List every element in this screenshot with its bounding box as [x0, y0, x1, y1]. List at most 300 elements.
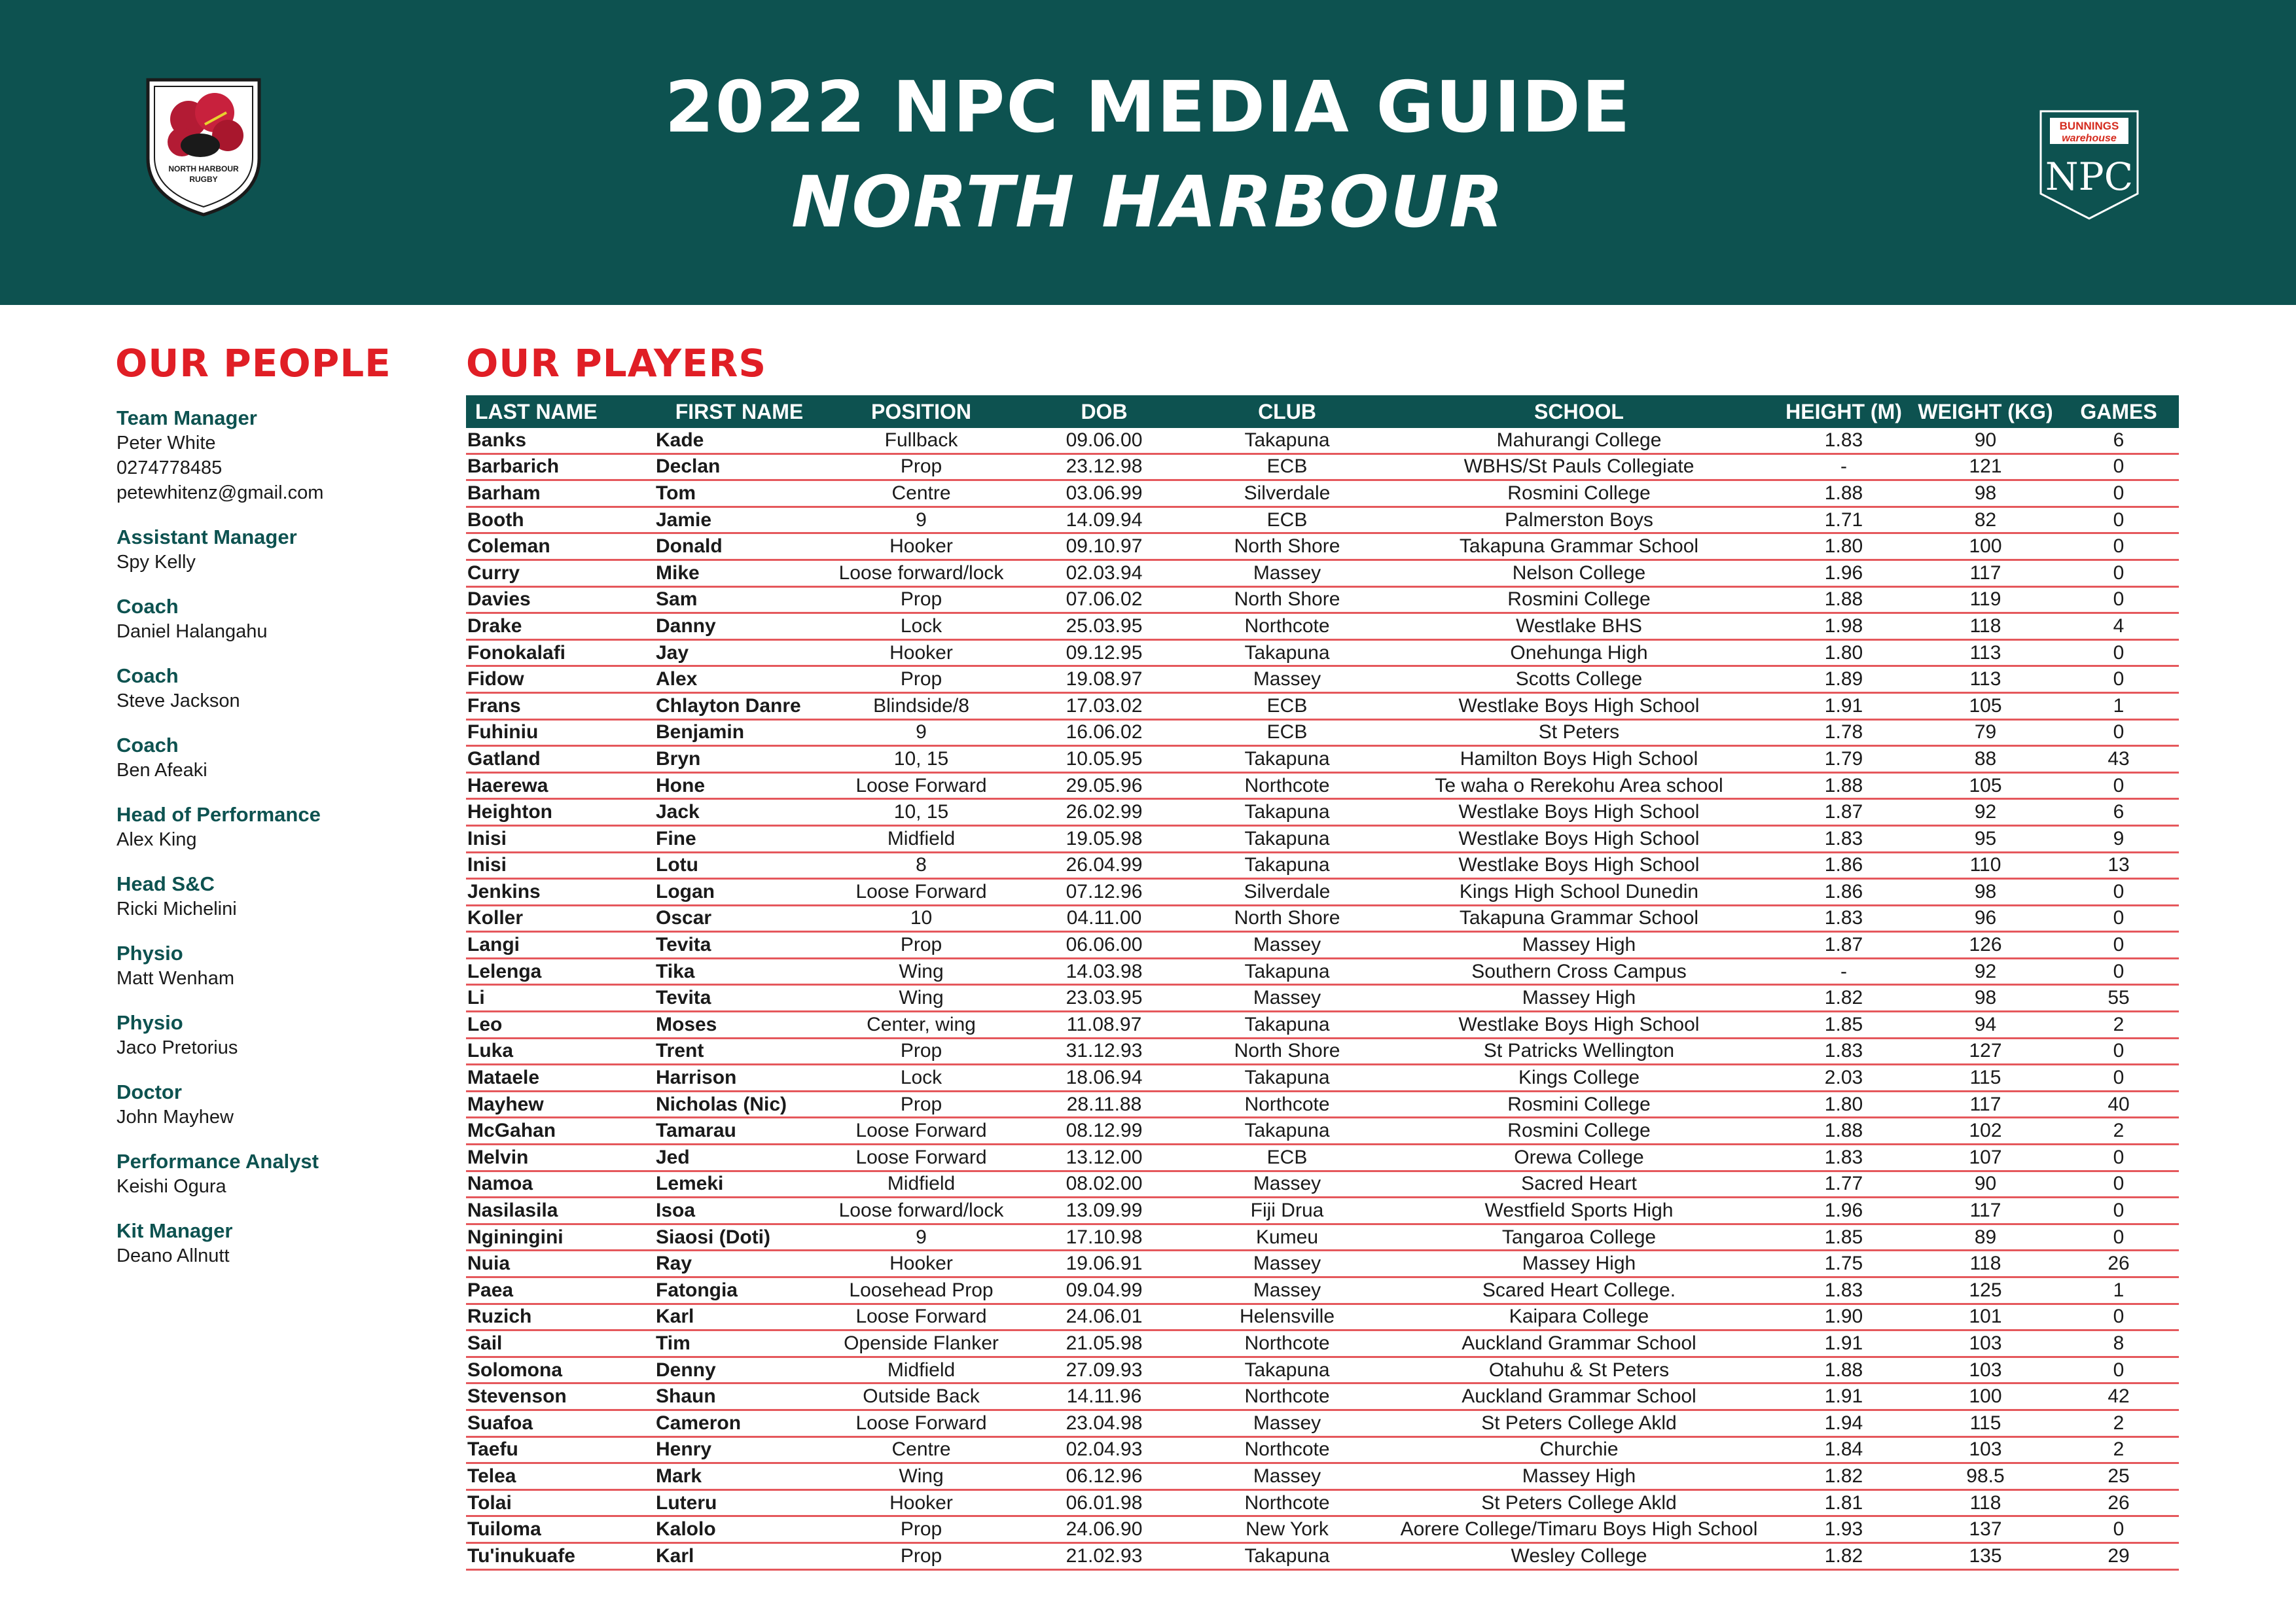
- cell-school: Otahuhu & St Peters: [1383, 1357, 1775, 1383]
- cell-height: 1.75: [1775, 1251, 1912, 1277]
- table-row: [466, 1145, 2179, 1171]
- cell-games: 0: [2058, 1198, 2179, 1224]
- cell-weight: 115: [1912, 1065, 2058, 1092]
- column-header-school: SCHOOL: [1383, 395, 1775, 428]
- cell-dob: 02.04.93: [1017, 1436, 1191, 1463]
- cell-dob: 14.09.94: [1017, 507, 1191, 533]
- cell-school: Churchie: [1383, 1436, 1775, 1463]
- table-row: [466, 1065, 2179, 1092]
- cell-school: Rosmini College: [1383, 480, 1775, 507]
- cell-first-name: Jamie: [653, 507, 825, 533]
- cell-last-name: Barbarich: [466, 454, 653, 480]
- cell-school: Aorere College/Timaru Boys High School: [1383, 1516, 1775, 1543]
- cell-weight: 113: [1912, 666, 2058, 693]
- cell-games: 1: [2058, 1277, 2179, 1304]
- table-row: [466, 958, 2179, 985]
- staff-entry: [117, 802, 418, 852]
- cell-position: Loose Forward: [825, 1145, 1017, 1171]
- cell-games: 2: [2058, 1012, 2179, 1039]
- cell-weight: 98: [1912, 985, 2058, 1012]
- cell-position: Outside Back: [825, 1383, 1017, 1410]
- cell-dob: 24.06.90: [1017, 1516, 1191, 1543]
- cell-height: 1.90: [1775, 1304, 1912, 1330]
- cell-position: 10: [825, 905, 1017, 932]
- cell-last-name: Lelenga: [466, 958, 653, 985]
- players-table: [466, 395, 2179, 1571]
- cell-school: Auckland Grammar School: [1383, 1383, 1775, 1410]
- cell-first-name: Lotu: [653, 852, 825, 879]
- cell-school: Massey High: [1383, 1251, 1775, 1277]
- cell-last-name: Heighton: [466, 799, 653, 826]
- cell-height: 1.88: [1775, 772, 1912, 799]
- cell-dob: 26.02.99: [1017, 799, 1191, 826]
- cell-last-name: Telea: [466, 1463, 653, 1490]
- cell-height: 1.94: [1775, 1410, 1912, 1436]
- cell-last-name: Tuiloma: [466, 1516, 653, 1543]
- cell-dob: 08.12.99: [1017, 1118, 1191, 1145]
- cell-height: 1.85: [1775, 1012, 1912, 1039]
- cell-first-name: Henry: [653, 1436, 825, 1463]
- staff-detail: Ricki Michelini: [117, 899, 237, 919]
- cell-school: Massey High: [1383, 1463, 1775, 1490]
- cell-club: Northcote: [1191, 613, 1383, 640]
- cell-club: Takapuna: [1191, 852, 1383, 879]
- table-row: [466, 1463, 2179, 1490]
- cell-last-name: Inisi: [466, 825, 653, 852]
- cell-games: 0: [2058, 1145, 2179, 1171]
- staff-detail[interactable]: petewhitenz@gmail.com: [117, 482, 324, 503]
- cell-weight: 100: [1912, 1383, 2058, 1410]
- cell-height: 1.98: [1775, 613, 1912, 640]
- staff-entry: [117, 1149, 418, 1199]
- cell-height: -: [1775, 958, 1912, 985]
- cell-club: New York: [1191, 1516, 1383, 1543]
- cell-position: Prop: [825, 1091, 1017, 1118]
- cell-last-name: Li: [466, 985, 653, 1012]
- table-row: [466, 692, 2179, 719]
- staff-detail: 0274778485: [117, 457, 223, 478]
- cell-games: 0: [2058, 533, 2179, 560]
- cell-dob: 07.12.96: [1017, 879, 1191, 906]
- cell-weight: 94: [1912, 1012, 2058, 1039]
- cell-games: 55: [2058, 985, 2179, 1012]
- cell-last-name: Mayhew: [466, 1091, 653, 1118]
- cell-first-name: Lemeki: [653, 1171, 825, 1198]
- cell-school: St Peters College Akld: [1383, 1410, 1775, 1436]
- table-row: [466, 825, 2179, 852]
- staff-entry: [117, 664, 418, 713]
- cell-first-name: Mark: [653, 1463, 825, 1490]
- cell-games: 0: [2058, 639, 2179, 666]
- cell-dob: 03.06.99: [1017, 480, 1191, 507]
- cell-school: Mahurangi College: [1383, 428, 1775, 454]
- cell-first-name: Jay: [653, 639, 825, 666]
- cell-dob: 11.08.97: [1017, 1012, 1191, 1039]
- cell-dob: 31.12.93: [1017, 1038, 1191, 1065]
- table-row: [466, 799, 2179, 826]
- table-row: [466, 507, 2179, 533]
- cell-dob: 09.12.95: [1017, 639, 1191, 666]
- cell-weight: 90: [1912, 1171, 2058, 1198]
- cell-games: 25: [2058, 1463, 2179, 1490]
- cell-height: 2.03: [1775, 1065, 1912, 1092]
- cell-weight: 117: [1912, 1198, 2058, 1224]
- cell-dob: 25.03.95: [1017, 613, 1191, 640]
- staff-role: Head of Performance: [117, 803, 321, 826]
- cell-school: WBHS/St Pauls Collegiate: [1383, 454, 1775, 480]
- cell-position: Prop: [825, 586, 1017, 613]
- table-row: [466, 533, 2179, 560]
- table-row: [466, 746, 2179, 773]
- cell-first-name: Kalolo: [653, 1516, 825, 1543]
- cell-school: Rosmini College: [1383, 1091, 1775, 1118]
- cell-club: Takapuna: [1191, 1543, 1383, 1569]
- cell-last-name: Drake: [466, 613, 653, 640]
- cell-first-name: Declan: [653, 454, 825, 480]
- cell-school: Takapuna Grammar School: [1383, 533, 1775, 560]
- staff-entry: [117, 406, 418, 505]
- staff-detail: Steve Jackson: [117, 690, 240, 711]
- cell-height: 1.85: [1775, 1224, 1912, 1251]
- table-row: [466, 1118, 2179, 1145]
- cell-first-name: Sam: [653, 586, 825, 613]
- staff-detail: Jaco Pretorius: [117, 1037, 238, 1058]
- cell-club: Takapuna: [1191, 1065, 1383, 1092]
- cell-club: North Shore: [1191, 1038, 1383, 1065]
- cell-last-name: Ruzich: [466, 1304, 653, 1330]
- cell-position: Loosehead Prop: [825, 1277, 1017, 1304]
- cell-first-name: Shaun: [653, 1383, 825, 1410]
- cell-school: St Peters College Akld: [1383, 1489, 1775, 1516]
- staff-detail: Keishi Ogura: [117, 1176, 226, 1197]
- cell-school: Kaipara College: [1383, 1304, 1775, 1330]
- cell-first-name: Kade: [653, 428, 825, 454]
- cell-height: 1.88: [1775, 480, 1912, 507]
- cell-first-name: Mike: [653, 560, 825, 586]
- cell-weight: 92: [1912, 799, 2058, 826]
- cell-position: 9: [825, 507, 1017, 533]
- cell-height: 1.71: [1775, 507, 1912, 533]
- cell-club: Fiji Drua: [1191, 1198, 1383, 1224]
- cell-position: Blindside/8: [825, 692, 1017, 719]
- cell-club: Takapuna: [1191, 958, 1383, 985]
- cell-position: Centre: [825, 1436, 1017, 1463]
- cell-school: Orewa College: [1383, 1145, 1775, 1171]
- cell-club: Silverdale: [1191, 879, 1383, 906]
- cell-weight: 135: [1912, 1543, 2058, 1569]
- cell-height: 1.96: [1775, 560, 1912, 586]
- staff-role: Physio: [117, 1011, 183, 1034]
- cell-dob: 06.06.00: [1017, 932, 1191, 959]
- cell-games: 0: [2058, 719, 2179, 746]
- cell-position: Hooker: [825, 1251, 1017, 1277]
- cell-weight: 98: [1912, 879, 2058, 906]
- cell-dob: 14.11.96: [1017, 1383, 1191, 1410]
- cell-last-name: Haerewa: [466, 772, 653, 799]
- table-row: [466, 1038, 2179, 1065]
- cell-weight: 101: [1912, 1304, 2058, 1330]
- cell-games: 0: [2058, 454, 2179, 480]
- svg-text:BUNNINGS: BUNNINGS: [2059, 120, 2119, 132]
- cell-games: 0: [2058, 772, 2179, 799]
- cell-club: Takapuna: [1191, 428, 1383, 454]
- column-header-dob: DOB: [1017, 395, 1191, 428]
- cell-first-name: Tevita: [653, 932, 825, 959]
- cell-weight: 88: [1912, 746, 2058, 773]
- cell-school: Massey High: [1383, 932, 1775, 959]
- cell-weight: 119: [1912, 586, 2058, 613]
- cell-last-name: Fonokalafi: [466, 639, 653, 666]
- cell-games: 0: [2058, 1065, 2179, 1092]
- cell-club: Massey: [1191, 560, 1383, 586]
- cell-last-name: Banks: [466, 428, 653, 454]
- cell-position: Hooker: [825, 639, 1017, 666]
- cell-games: 0: [2058, 666, 2179, 693]
- cell-school: Rosmini College: [1383, 586, 1775, 613]
- cell-position: Wing: [825, 1463, 1017, 1490]
- cell-club: North Shore: [1191, 905, 1383, 932]
- staff-entry: [117, 1080, 418, 1130]
- table-row: [466, 1383, 2179, 1410]
- cell-dob: 10.05.95: [1017, 746, 1191, 773]
- cell-school: Westlake Boys High School: [1383, 825, 1775, 852]
- cell-height: -: [1775, 454, 1912, 480]
- staff-entry: [117, 525, 418, 575]
- cell-dob: 23.12.98: [1017, 454, 1191, 480]
- column-header-first-name: FIRST NAME: [653, 395, 825, 428]
- cell-club: ECB: [1191, 692, 1383, 719]
- cell-club: ECB: [1191, 507, 1383, 533]
- table-row: [466, 1277, 2179, 1304]
- cell-school: Westlake Boys High School: [1383, 1012, 1775, 1039]
- cell-club: ECB: [1191, 719, 1383, 746]
- cell-last-name: Koller: [466, 905, 653, 932]
- cell-club: Kumeu: [1191, 1224, 1383, 1251]
- staff-role: Kit Manager: [117, 1219, 233, 1242]
- cell-first-name: Oscar: [653, 905, 825, 932]
- cell-games: 26: [2058, 1251, 2179, 1277]
- cell-games: 40: [2058, 1091, 2179, 1118]
- column-header-games: GAMES: [2058, 395, 2179, 428]
- cell-height: 1.96: [1775, 1198, 1912, 1224]
- cell-first-name: Cameron: [653, 1410, 825, 1436]
- cell-height: 1.89: [1775, 666, 1912, 693]
- cell-position: 10, 15: [825, 746, 1017, 773]
- cell-height: 1.88: [1775, 1357, 1912, 1383]
- cell-first-name: Tim: [653, 1330, 825, 1357]
- cell-games: 2: [2058, 1118, 2179, 1145]
- cell-weight: 103: [1912, 1330, 2058, 1357]
- cell-school: Scotts College: [1383, 666, 1775, 693]
- cell-first-name: Hone: [653, 772, 825, 799]
- table-row: [466, 1012, 2179, 1039]
- column-header-position: POSITION: [825, 395, 1017, 428]
- staff-role: Team Manager: [117, 406, 257, 429]
- cell-club: Massey: [1191, 1410, 1383, 1436]
- cell-weight: 107: [1912, 1145, 2058, 1171]
- table-row: [466, 1171, 2179, 1198]
- cell-dob: 09.06.00: [1017, 428, 1191, 454]
- cell-dob: 17.03.02: [1017, 692, 1191, 719]
- cell-games: 13: [2058, 852, 2179, 879]
- cell-games: 0: [2058, 586, 2179, 613]
- cell-first-name: Donald: [653, 533, 825, 560]
- cell-height: 1.80: [1775, 1091, 1912, 1118]
- staff-detail: Ben Afeaki: [117, 760, 207, 781]
- table-row: [466, 932, 2179, 959]
- cell-last-name: Langi: [466, 932, 653, 959]
- table-row: [466, 852, 2179, 879]
- cell-height: 1.88: [1775, 586, 1912, 613]
- cell-dob: 24.06.01: [1017, 1304, 1191, 1330]
- column-header-club: CLUB: [1191, 395, 1383, 428]
- cell-dob: 19.06.91: [1017, 1251, 1191, 1277]
- cell-position: Loose forward/lock: [825, 1198, 1017, 1224]
- cell-club: Northcote: [1191, 1330, 1383, 1357]
- cell-school: Kings High School Dunedin: [1383, 879, 1775, 906]
- cell-position: Loose Forward: [825, 879, 1017, 906]
- cell-last-name: Mataele: [466, 1065, 653, 1092]
- cell-games: 0: [2058, 1516, 2179, 1543]
- cell-position: Midfield: [825, 1357, 1017, 1383]
- cell-dob: 04.11.00: [1017, 905, 1191, 932]
- cell-first-name: Tika: [653, 958, 825, 985]
- cell-school: Onehunga High: [1383, 639, 1775, 666]
- cell-club: Takapuna: [1191, 746, 1383, 773]
- cell-school: Westlake Boys High School: [1383, 799, 1775, 826]
- cell-first-name: Karl: [653, 1543, 825, 1569]
- cell-first-name: Jed: [653, 1145, 825, 1171]
- cell-height: 1.82: [1775, 985, 1912, 1012]
- cell-first-name: Karl: [653, 1304, 825, 1330]
- cell-school: Westfield Sports High: [1383, 1198, 1775, 1224]
- cell-games: 42: [2058, 1383, 2179, 1410]
- cell-height: 1.79: [1775, 746, 1912, 773]
- cell-height: 1.80: [1775, 639, 1912, 666]
- cell-weight: 117: [1912, 560, 2058, 586]
- cell-position: 8: [825, 852, 1017, 879]
- cell-games: 0: [2058, 1304, 2179, 1330]
- team-title: NORTH HARBOUR: [791, 162, 1505, 243]
- cell-club: Takapuna: [1191, 1118, 1383, 1145]
- cell-first-name: Tevita: [653, 985, 825, 1012]
- cell-weight: 103: [1912, 1436, 2058, 1463]
- cell-school: Southern Cross Campus: [1383, 958, 1775, 985]
- cell-dob: 17.10.98: [1017, 1224, 1191, 1251]
- cell-position: Center, wing: [825, 1012, 1017, 1039]
- cell-games: 0: [2058, 1038, 2179, 1065]
- staff-list: [117, 406, 418, 1288]
- cell-height: 1.87: [1775, 799, 1912, 826]
- cell-weight: 98: [1912, 480, 2058, 507]
- cell-first-name: Denny: [653, 1357, 825, 1383]
- cell-height: 1.91: [1775, 1330, 1912, 1357]
- cell-club: Massey: [1191, 1251, 1383, 1277]
- table-row: [466, 560, 2179, 586]
- cell-last-name: Namoa: [466, 1171, 653, 1198]
- cell-height: 1.91: [1775, 1383, 1912, 1410]
- cell-height: 1.77: [1775, 1171, 1912, 1198]
- cell-dob: 13.09.99: [1017, 1198, 1191, 1224]
- cell-weight: 92: [1912, 958, 2058, 985]
- cell-first-name: Tamarau: [653, 1118, 825, 1145]
- cell-last-name: Fidow: [466, 666, 653, 693]
- staff-detail: Spy Kelly: [117, 552, 196, 573]
- cell-club: Takapuna: [1191, 1012, 1383, 1039]
- cell-first-name: Logan: [653, 879, 825, 906]
- cell-last-name: Davies: [466, 586, 653, 613]
- cell-height: 1.82: [1775, 1463, 1912, 1490]
- cell-games: 6: [2058, 799, 2179, 826]
- cell-last-name: Fuhiniu: [466, 719, 653, 746]
- table-row: [466, 1224, 2179, 1251]
- cell-position: Lock: [825, 613, 1017, 640]
- cell-position: Wing: [825, 958, 1017, 985]
- cell-weight: 118: [1912, 1251, 2058, 1277]
- column-header-last-name: LAST NAME: [466, 395, 653, 428]
- staff-entry: [117, 872, 418, 921]
- cell-weight: 90: [1912, 428, 2058, 454]
- guide-title: 2022 NPC MEDIA GUIDE: [664, 67, 1632, 149]
- cell-games: 26: [2058, 1489, 2179, 1516]
- cell-games: 2: [2058, 1410, 2179, 1436]
- cell-position: Centre: [825, 480, 1017, 507]
- cell-position: 9: [825, 719, 1017, 746]
- cell-weight: 125: [1912, 1277, 2058, 1304]
- staff-role: Performance Analyst: [117, 1150, 319, 1173]
- cell-first-name: Ray: [653, 1251, 825, 1277]
- cell-first-name: Bryn: [653, 746, 825, 773]
- cell-dob: 21.05.98: [1017, 1330, 1191, 1357]
- cell-position: Midfield: [825, 825, 1017, 852]
- cell-height: 1.91: [1775, 692, 1912, 719]
- staff-entry: [117, 1010, 418, 1060]
- cell-school: Westlake Boys High School: [1383, 852, 1775, 879]
- cell-position: 10, 15: [825, 799, 1017, 826]
- table-row: [466, 905, 2179, 932]
- cell-dob: 21.02.93: [1017, 1543, 1191, 1569]
- cell-last-name: McGahan: [466, 1118, 653, 1145]
- cell-club: Northcote: [1191, 1091, 1383, 1118]
- cell-first-name: Benjamin: [653, 719, 825, 746]
- cell-games: 8: [2058, 1330, 2179, 1357]
- staff-role: Head S&C: [117, 872, 215, 895]
- cell-club: Silverdale: [1191, 480, 1383, 507]
- cell-games: 43: [2058, 746, 2179, 773]
- cell-first-name: Isoa: [653, 1198, 825, 1224]
- column-header-height: HEIGHT (M): [1775, 395, 1912, 428]
- cell-position: Loose Forward: [825, 1410, 1017, 1436]
- cell-last-name: Tu'inukuafe: [466, 1543, 653, 1569]
- staff-role: Doctor: [117, 1080, 182, 1103]
- table-header-row: [466, 395, 2179, 428]
- cell-dob: 19.05.98: [1017, 825, 1191, 852]
- cell-club: Northcote: [1191, 1383, 1383, 1410]
- cell-weight: 117: [1912, 1091, 2058, 1118]
- cell-last-name: Jenkins: [466, 879, 653, 906]
- cell-dob: 13.12.00: [1017, 1145, 1191, 1171]
- table-row: [466, 586, 2179, 613]
- cell-position: Loose forward/lock: [825, 560, 1017, 586]
- cell-first-name: Siaosi (Doti): [653, 1224, 825, 1251]
- table-row: [466, 1489, 2179, 1516]
- cell-last-name: Coleman: [466, 533, 653, 560]
- cell-last-name: Gatland: [466, 746, 653, 773]
- cell-games: 2: [2058, 1436, 2179, 1463]
- cell-club: Takapuna: [1191, 1357, 1383, 1383]
- cell-position: Hooker: [825, 533, 1017, 560]
- cell-first-name: Fine: [653, 825, 825, 852]
